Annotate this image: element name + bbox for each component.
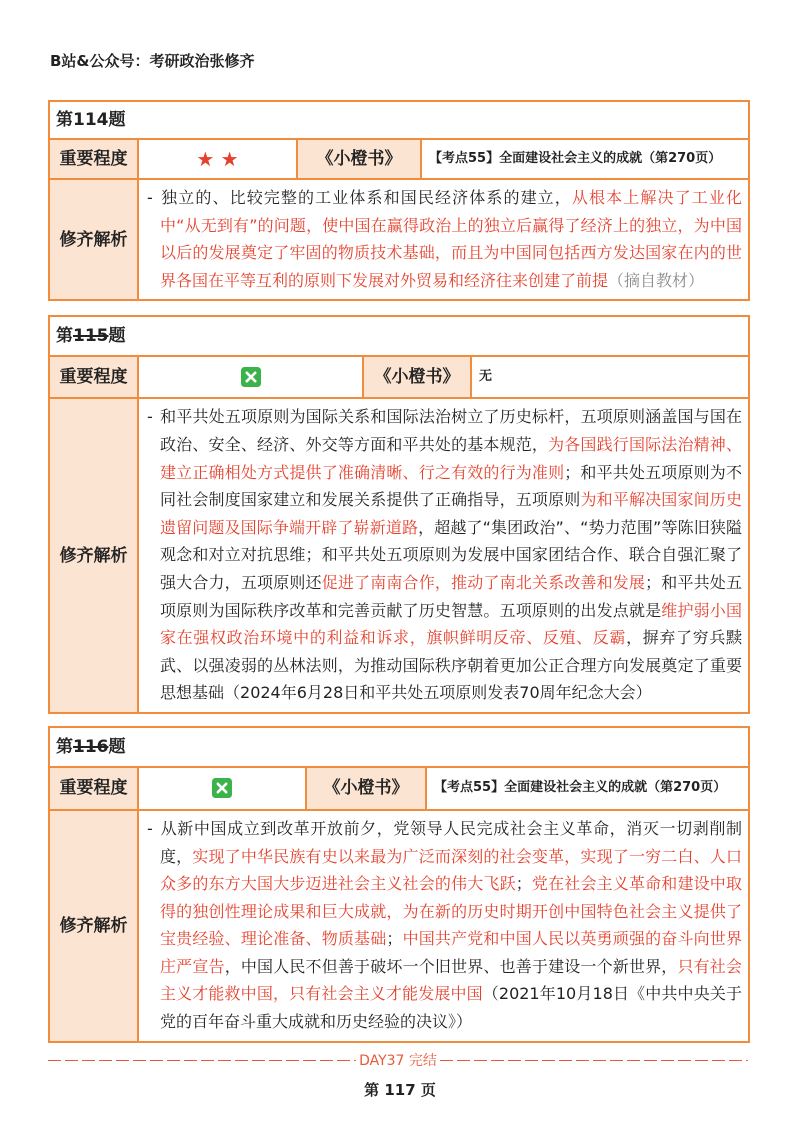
analysis-segment: 和平共处五项原则为国际关系和国际法治树立了历史标杆，五项原则涵盖国与国在政治、安全、经济、外交等方面和平共处的基本规范， bbox=[160, 407, 742, 454]
importance-rating bbox=[138, 356, 363, 398]
bullet-dash: - bbox=[147, 407, 153, 427]
source-citation: （摘自教材） bbox=[608, 270, 705, 290]
analysis-segment: ； bbox=[515, 874, 532, 894]
analysis-row bbox=[49, 398, 749, 713]
analysis-row bbox=[49, 810, 749, 1042]
importance-row bbox=[49, 139, 749, 179]
question-number: 116 bbox=[73, 736, 109, 757]
analysis-label: 修齐解析 bbox=[49, 398, 138, 713]
question-title-suffix: 题 bbox=[108, 736, 126, 757]
bullet-dash: - bbox=[147, 188, 153, 207]
question-number: 115 bbox=[73, 326, 109, 347]
question-title bbox=[49, 727, 749, 767]
importance-rating bbox=[138, 767, 306, 810]
importance-label: 重要程度 bbox=[49, 356, 138, 398]
book-label: 《小橙书》 bbox=[363, 356, 471, 398]
analysis-text bbox=[138, 810, 749, 1042]
green-cross-box-icon bbox=[211, 777, 233, 799]
importance-row bbox=[49, 356, 749, 398]
importance-row bbox=[49, 767, 749, 810]
analysis-segment: ；和平共处五项原则为不同社会制度国家建立和发展关系提供了正确指导，五项原则 bbox=[160, 462, 742, 510]
importance-stars: ★ ★ bbox=[196, 147, 239, 171]
divider-right-dashes bbox=[440, 1060, 748, 1062]
question-title bbox=[49, 101, 749, 139]
exam-point: 【考点55】全面建设社会主义的成就（第270页） bbox=[421, 139, 749, 179]
analysis-segment: ； bbox=[386, 929, 403, 949]
page-number: 第 117 页 bbox=[364, 1080, 436, 1099]
key-point-text: 只有社会主义才能救中国，只有社会主义才能发展中国 bbox=[160, 956, 742, 1004]
bullet-dash: - bbox=[147, 818, 153, 838]
question-title-prefix: 第 bbox=[56, 326, 73, 347]
key-point-text: 实现了中华民族有史以来最为广泛而深刻的社会变革，实现了一穷二白、人口众多的东方大国大步迈进社会主义社会的伟大飞跃 bbox=[160, 846, 742, 894]
importance-label: 重要程度 bbox=[49, 767, 138, 810]
question-title-suffix: 题 bbox=[108, 110, 126, 130]
key-point-text: 中国共产党和中国人民以英勇顽强的奋斗向世界庄严宣告 bbox=[160, 929, 742, 976]
question-title-prefix: 第 bbox=[56, 110, 73, 130]
source-citation: （2024年6月28日和平共处五项原则发表70周年纪念大会） bbox=[224, 683, 652, 703]
analysis-row bbox=[49, 179, 749, 300]
question-number: 114 bbox=[73, 110, 109, 130]
book-label: 《小橙书》 bbox=[297, 139, 421, 179]
analysis-segment: ，摒弃了穷兵黩武、以强凌弱的丛林法则，为推动国际秩序朝着更加公正合理方向发展奠定了重要思想基础 bbox=[160, 628, 742, 703]
analysis-segment: ；和平共处五项原则为国际秩序改革和完善贡献了历史智慧。五项原则的出发点就是 bbox=[160, 572, 742, 620]
question-block-114 bbox=[48, 100, 750, 301]
analysis-segment: ，中国人民不但善于破坏一个旧世界、也善于建设一个新世界， bbox=[224, 956, 678, 976]
exam-point: 无 bbox=[471, 356, 749, 398]
day-end-text: DAY37 完结 bbox=[359, 1052, 437, 1069]
page-header-source: B站&公众号：考研政治张修齐 bbox=[50, 52, 255, 70]
analysis-segment: 独立的、比较完整的工业体系和国民经济体系的建立， bbox=[160, 188, 572, 207]
analysis-label: 修齐解析 bbox=[49, 810, 138, 1042]
source-citation: （2021年10月18日《中共中央关于党的百年奋斗重大成就和历史经验的决议》） bbox=[160, 984, 742, 1032]
analysis-segment: 从新中国成立到改革开放前夕，党领导人民完成社会主义革命，消灭一切剥削制度， bbox=[160, 818, 742, 866]
question-title-row bbox=[49, 316, 749, 356]
divider-left-dashes bbox=[48, 1060, 356, 1062]
green-cross-box-icon bbox=[240, 366, 262, 388]
key-point-text: 为各国践行国际法治精神、建立正确相处方式提供了准确清晰、行之有效的行为准则 bbox=[160, 434, 742, 482]
analysis-segment: ，超越了“集团政治”、“势力范围”等陈旧狭隘观念和对立对抗思维；和平共处五项原则为发展中国家团结合作、联合自强汇聚了强大合力，五项原则还 bbox=[160, 517, 742, 592]
question-title-row bbox=[49, 101, 749, 139]
exam-point: 【考点55】全面建设社会主义的成就（第270页） bbox=[426, 767, 749, 810]
importance-label: 重要程度 bbox=[49, 139, 138, 179]
importance-rating bbox=[138, 139, 297, 179]
key-point-text: 党在社会主义革命和建设中取得的独创性理论成果和巨大成就，为在新的历史时期开创中国特色社会主义提供了宝贵经验、理论准备、物质基础 bbox=[160, 874, 742, 949]
key-point-text: 从根本上解决了工业化中“从无到有”的问题，使中国在赢得政治上的独立后赢得了经济上的独立，为中国以后的发展奠定了牢固的物质技术基础，而且为中国同包括西方发达国家在内的世界各国在平等互利的原则下发展对外贸易和经济往来创建了前提 bbox=[160, 188, 742, 290]
analysis-text bbox=[138, 398, 749, 713]
day-end-divider bbox=[48, 1051, 748, 1071]
key-point-text: 维护弱小国家在强权政治环境中的利益和诉求，旗帜鲜明反帝、反殖、反霸 bbox=[160, 600, 742, 648]
analysis-text bbox=[138, 179, 749, 300]
question-title bbox=[49, 316, 749, 356]
key-point-text: 为和平解决国家间历史遗留问题及国际争端开辟了崭新道路 bbox=[160, 490, 742, 537]
question-block-116 bbox=[48, 726, 750, 1043]
question-block-115 bbox=[48, 315, 750, 714]
book-label: 《小橙书》 bbox=[306, 767, 426, 810]
key-point-text: 促进了南南合作，推动了南北关系改善和发展 bbox=[321, 572, 646, 592]
analysis-label: 修齐解析 bbox=[49, 179, 138, 300]
question-title-prefix: 第 bbox=[56, 736, 73, 757]
question-title-row bbox=[49, 727, 749, 767]
question-title-suffix: 题 bbox=[108, 326, 126, 347]
